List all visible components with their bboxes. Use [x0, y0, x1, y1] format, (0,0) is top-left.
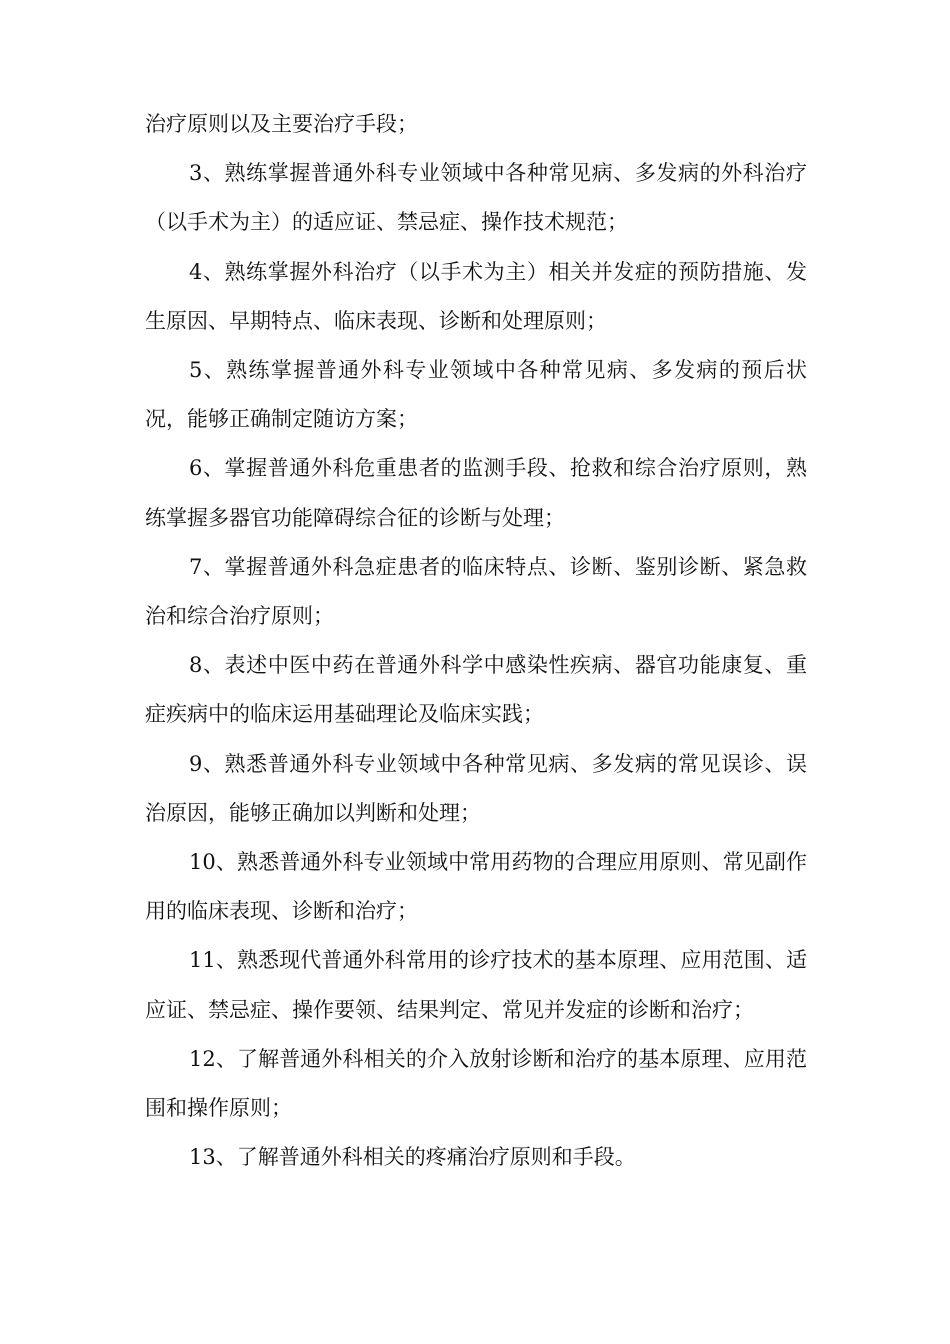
paragraph-item-13: 13、了解普通外科相关的疼痛治疗原则和手段。	[189, 1145, 636, 1170]
paragraph-item-8: 8、表述中医中药在普通外科学中感染性疾病、器官功能康复、重症疾病中的临床运用基础理论及临床实践；	[145, 653, 807, 727]
document-page	[145, 100, 807, 1182]
paragraph-item-10: 10、熟悉普通外科专业领域中常用药物的合理应用原则、常见副作用的临床表现、诊断和治疗；	[145, 850, 807, 924]
paragraph-item-4: 4、熟练掌握外科治疗（以手术为主）相关并发症的预防措施、发生原因、早期特点、临床表现、诊断和处理原则；	[145, 259, 807, 333]
paragraph-item-5: 5、熟练掌握普通外科专业领域中各种常见病、多发病的预后状况，能够正确制定随访方案；	[145, 358, 807, 432]
paragraph-item-11: 11、熟悉现代普通外科常用的诊疗技术的基本原理、应用范围、适应证、禁忌症、操作要领、结果判定、常见并发症的诊断和治疗；	[145, 948, 807, 1022]
paragraph-item-12: 12、了解普通外科相关的介入放射诊断和治疗的基本原理、应用范围和操作原则；	[145, 1046, 807, 1121]
paragraph-item-9: 9、熟悉普通外科专业领域中各种常见病、多发病的常见误诊、误治原因，能够正确加以判断和处理；	[145, 751, 807, 825]
paragraph-continuation: 治疗原则以及主要治疗手段；	[145, 112, 418, 136]
paragraph-item-6: 6、掌握普通外科危重患者的监测手段、抢救和综合治疗原则，熟练掌握多器官功能障碍综合征的诊断与处理；	[145, 456, 807, 530]
paragraph-item-3: 3、熟练掌握普通外科专业领域中各种常见病、多发病的外科治疗（以手术为主）的适应证、禁忌症、操作技术规范；	[145, 161, 807, 235]
paragraph-item-7: 7、掌握普通外科急症患者的临床特点、诊断、鉴别诊断、紧急救治和综合治疗原则；	[145, 554, 807, 629]
